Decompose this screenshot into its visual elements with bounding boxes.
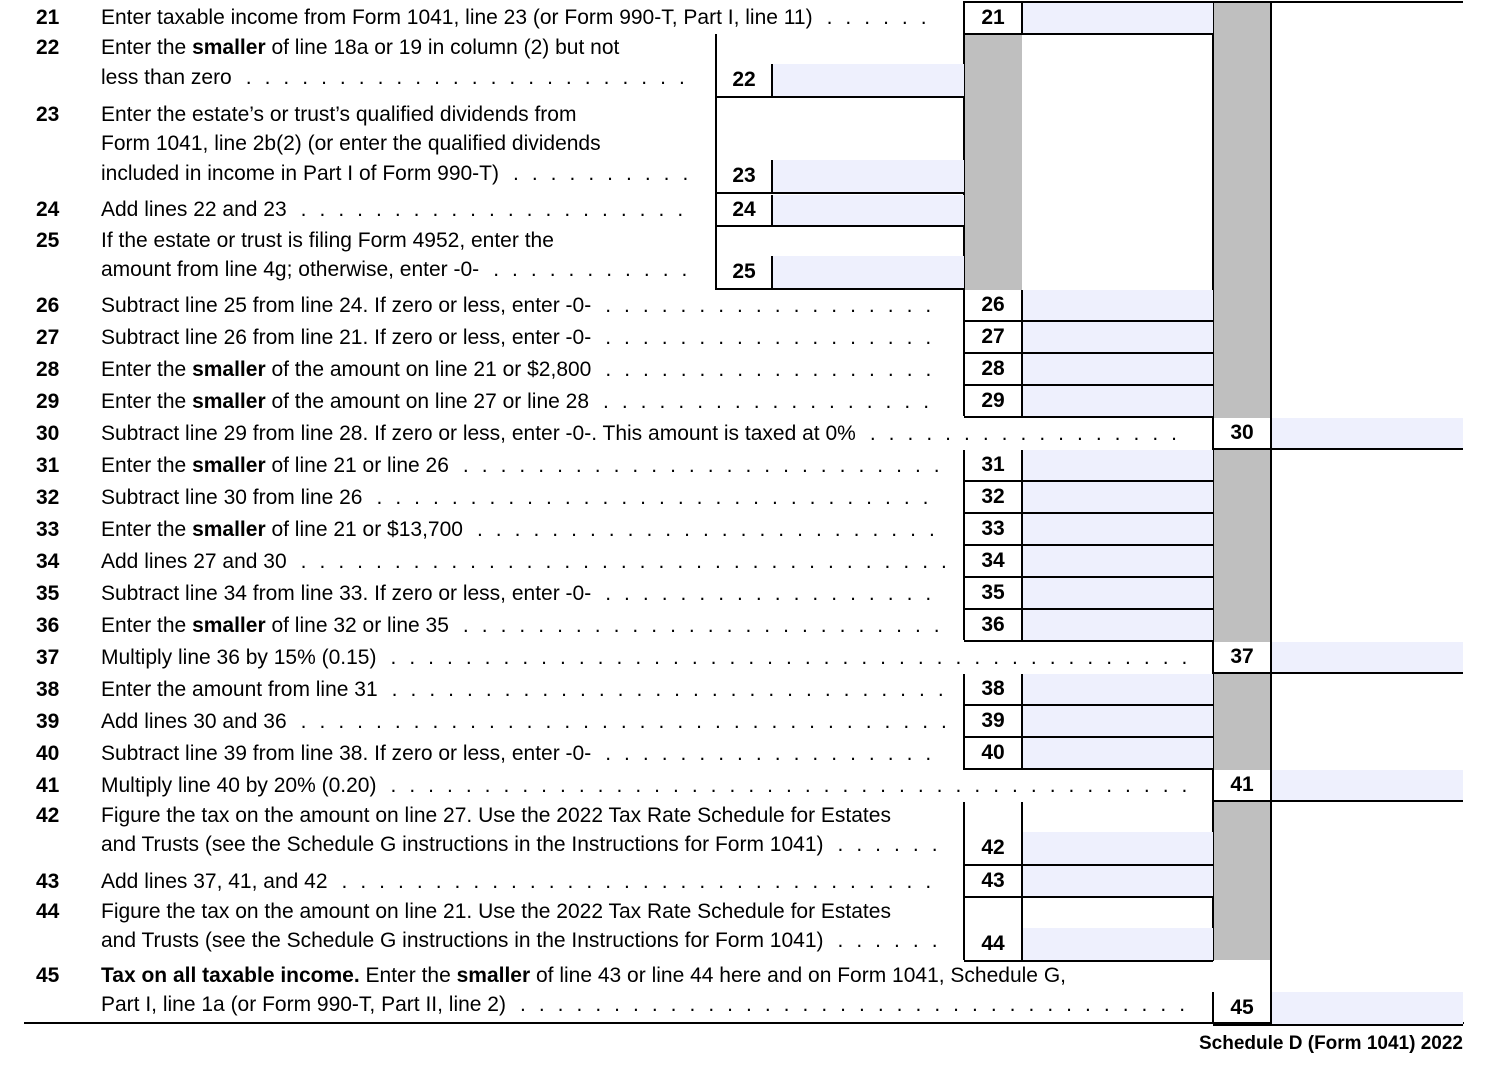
line-text: Figure the tax on the amount on line 21. Use the 2022 Tax Rate Schedule for Estates [101,900,891,923]
shaded-column [1213,674,1271,770]
amount-field-line-22[interactable] [773,64,964,96]
rule [716,192,964,194]
rule [963,866,965,896]
rule [963,738,965,768]
leader-dots: .................. [605,326,945,349]
box-label: 44 [981,932,1005,955]
rule [716,96,964,98]
box-label: 34 [981,549,1005,572]
leader-dots: ......................... [476,518,948,541]
box-label: 43 [981,869,1005,892]
line-text: Form 1041, line 2b(2) (or enter the qualified dividends [101,132,601,155]
line-text: Subtract line 34 from line 33. If zero or less, enter -0- .................. [101,582,945,605]
box-label: 35 [981,581,1005,604]
rule [964,33,1213,35]
rule [963,832,965,864]
leader-dots: ..................... [300,198,697,221]
line-number: 41 [36,774,60,797]
amount-field-line-44[interactable] [1023,928,1213,960]
leader-dots: ................................... [300,550,960,573]
line-text: If the estate or trust is filing Form 4952, enter the [101,229,554,252]
rule [716,225,964,227]
shaded-column [1213,3,1271,418]
line-number: 26 [36,294,60,317]
box-label: 37 [1230,645,1254,668]
rule [1021,802,1023,832]
rule [963,610,965,640]
shaded-column [1213,450,1271,642]
line-number: 21 [36,6,60,29]
box-label: 22 [732,68,756,91]
leader-dots: .......................... [462,454,953,477]
rule [964,896,1213,898]
line-text: Part I, line 1a (or Form 990-T, Part II, line 2) .................................... [101,993,1199,1016]
line-text: and Trusts (see the Schedule G instructions in the Instructions for Form 1041) ...... [101,833,951,856]
box-label: 36 [981,613,1005,636]
amount-field-line-39[interactable] [1023,706,1213,736]
line-text: Subtract line 39 from line 38. If zero or less, enter -0- .................. [101,742,945,765]
box-label: 31 [981,453,1005,476]
leader-dots: .................. [605,582,945,605]
rule [964,768,1213,770]
rule [963,354,965,384]
amount-field-line-27[interactable] [1023,322,1213,352]
rule [963,322,965,352]
box-label: 24 [732,198,756,221]
line-text: Enter the smaller of line 21 or line 26 .......................... [101,454,953,477]
amount-field-line-29[interactable] [1023,386,1213,416]
shaded-column [1213,802,1271,960]
rule [715,160,717,192]
rule [1270,1,1272,961]
line-text: Enter the smaller of line 18a or 19 in column (2) but not [101,36,620,59]
line-number: 37 [36,646,60,669]
line-text: Enter the smaller of the amount on line 21 or $2,800 .................. [101,358,945,381]
box-label: 38 [981,677,1005,700]
amount-field-line-31[interactable] [1023,450,1213,480]
rule [1212,418,1214,448]
line-number: 42 [36,804,60,827]
amount-field-line-33[interactable] [1023,514,1213,544]
line-number: 28 [36,358,60,381]
box-label: 25 [732,260,756,283]
leader-dots: ...... [837,833,951,856]
rule [963,290,965,320]
amount-field-line-41[interactable] [1272,770,1463,800]
rule [963,706,965,736]
amount-field-line-30[interactable] [1272,418,1463,448]
rule [964,640,1213,642]
box-label: 30 [1230,421,1254,444]
line-text: included in income in Part I of Form 990-T) .......... [101,162,702,185]
leader-dots: ...... [826,6,940,29]
leader-dots: .............................. [376,486,942,509]
leader-dots: ...... [837,929,951,952]
leader-dots: .................................... [519,993,1199,1016]
line-number: 30 [36,422,60,445]
leader-dots: .................. [603,390,943,413]
rule [964,416,1213,418]
line-text: Add lines 30 and 36 ................................... [101,710,960,733]
leader-dots: ........................................... [390,774,1201,797]
amount-field-line-32[interactable] [1023,482,1213,512]
line-text: Subtract line 25 from line 24. If zero or less, enter -0- .................. [101,294,945,317]
amount-field-line-38[interactable] [1023,674,1213,704]
line-number: 44 [36,900,60,923]
line-text: Enter taxable income from Form 1041, line 23 (or Form 990-T, Part I, line 11) ...... [101,6,940,29]
line-number: 22 [36,36,60,59]
amount-field-line-34[interactable] [1023,546,1213,576]
amount-field-line-25[interactable] [773,256,964,288]
rule [715,195,717,225]
box-label: 28 [981,357,1005,380]
amount-field-line-24[interactable] [773,195,964,225]
box-label: 29 [981,389,1005,412]
line-text: Subtract line 26 from line 21. If zero or less, enter -0- .................. [101,326,945,349]
amount-field-line-37[interactable] [1272,642,1463,672]
line-number: 45 [36,964,60,987]
shaded-column [964,34,1022,290]
rule [963,578,965,608]
line-text: Subtract line 29 from line 28. If zero or less, enter -0-. This amount is taxed at 0% ................. [101,422,1190,445]
amount-field-line-28[interactable] [1023,354,1213,384]
leader-dots: .......... [513,162,702,185]
leader-dots: .......................... [462,614,953,637]
box-label: 39 [981,709,1005,732]
line-text: Multiply line 36 by 15% (0.15) ........................................... [101,646,1201,669]
line-text: less than zero ........................ [101,66,698,89]
amount-field-line-21[interactable] [1023,3,1213,33]
line-number: 31 [36,454,60,477]
line-text: Enter the smaller of line 32 or line 35 .......................... [101,614,953,637]
line-text: Tax on all taxable income. Enter the smaller of line 43 or line 44 here and on Form 1041, Schedule G, [101,964,1066,987]
leader-dots: ................. [869,422,1190,445]
line-number: 43 [36,870,60,893]
form-footer: Schedule D (Form 1041) 2022 [1199,1033,1463,1054]
rule [1213,1024,1463,1026]
line-number: 32 [36,486,60,509]
amount-field-line-23[interactable] [773,160,964,192]
leader-dots: .................. [605,742,945,765]
leader-dots: ................................ [341,870,945,893]
rule [1213,672,1463,674]
line-number: 38 [36,678,60,701]
line-number: 25 [36,229,60,252]
rule [963,450,965,480]
box-label: 32 [981,485,1005,508]
rule [963,928,965,960]
leader-dots: ........................................... [390,646,1201,669]
amount-field-line-43[interactable] [1023,866,1213,896]
rule [1212,642,1214,672]
rule [1212,992,1214,1024]
line-text: Enter the smaller of line 21 or $13,700 ......................... [101,518,948,541]
amount-field-line-36[interactable] [1023,610,1213,640]
rule [963,3,965,33]
rule [963,1,965,290]
line-number: 34 [36,550,60,573]
rule [1212,770,1214,800]
rule [715,256,717,288]
leader-dots: ........... [493,258,701,281]
line-number: 23 [36,103,60,126]
amount-field-line-26[interactable] [1023,290,1213,320]
rule [963,546,965,576]
rule [963,386,965,416]
box-label: 41 [1230,773,1254,796]
box-label: 27 [981,325,1005,348]
rule [1021,896,1023,928]
line-text: Figure the tax on the amount on line 27. Use the 2022 Tax Rate Schedule for Estates [101,804,891,827]
line-text: Add lines 37, 41, and 42 ................................ [101,870,945,893]
line-text: Enter the estate’s or trust’s qualified dividends from [101,103,577,126]
line-number: 35 [36,582,60,605]
line-text: Multiply line 40 by 20% (0.20) ........................................... [101,774,1201,797]
line-text: Add lines 27 and 30 ................................... [101,550,960,573]
line-number: 29 [36,390,60,413]
rule [1213,800,1463,802]
amount-field-line-45[interactable] [1272,992,1463,1024]
leader-dots: .............................. [391,678,957,701]
line-text: Subtract line 30 from line 26 .............................. [101,486,942,509]
rule [716,288,964,290]
box-label: 42 [981,836,1005,859]
line-text: Enter the smaller of the amount on line 27 or line 28 .................. [101,390,943,413]
box-label: 45 [1230,996,1254,1019]
rule [715,64,717,96]
leader-dots: .................. [605,294,945,317]
line-number: 40 [36,742,60,765]
box-label: 23 [732,164,756,187]
leader-dots: .................. [605,358,945,381]
line-text: Add lines 22 and 23 ..................... [101,198,697,221]
box-label: 21 [981,6,1005,29]
line-number: 24 [36,198,60,221]
leader-dots: ........................ [245,66,698,89]
line-number: 33 [36,518,60,541]
line-text: amount from line 4g; otherwise, enter -0- ........... [101,258,701,281]
rule [963,514,965,544]
amount-field-line-40[interactable] [1023,738,1213,768]
line-text: and Trusts (see the Schedule G instructions in the Instructions for Form 1041) ...... [101,929,951,952]
rule [964,960,1213,962]
line-number: 36 [36,614,60,637]
box-label: 26 [981,293,1005,316]
rule [963,674,965,704]
amount-field-line-35[interactable] [1023,578,1213,608]
box-label: 40 [981,741,1005,764]
amount-field-line-42[interactable] [1023,832,1213,864]
box-label: 33 [981,517,1005,540]
line-number: 39 [36,710,60,733]
line-number: 27 [36,326,60,349]
leader-dots: ................................... [300,710,960,733]
rule [1213,448,1463,450]
line-text: Enter the amount from line 31 .............................. [101,678,957,701]
rule [963,482,965,512]
